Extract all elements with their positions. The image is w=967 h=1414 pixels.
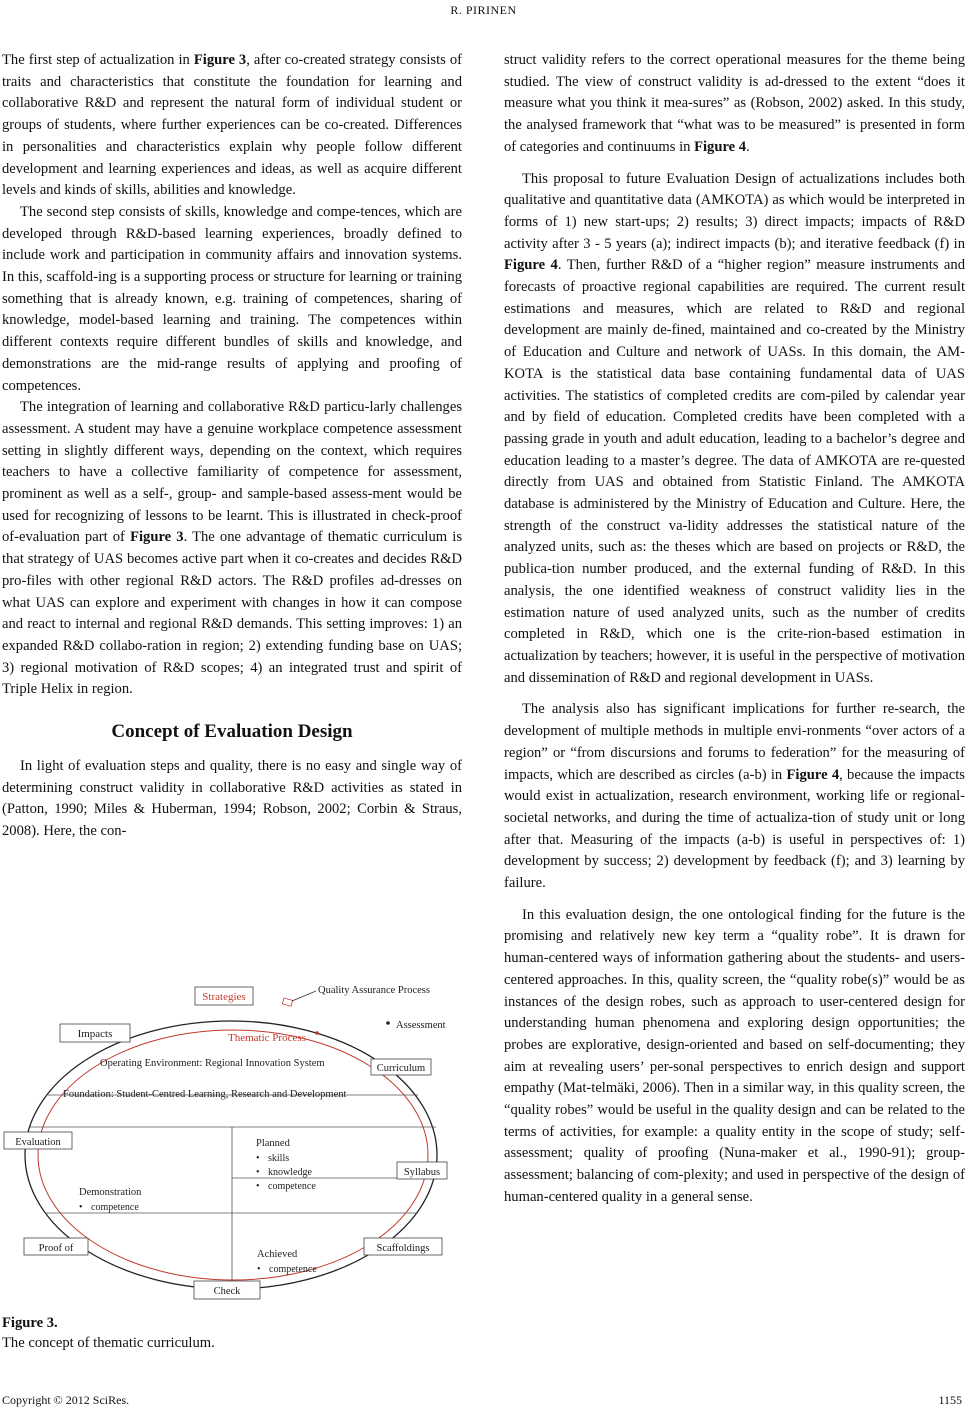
text-run: The analysis also has significant implications for further re-search, the development of multiple methods in multiple envi-ronments “over actors of a region” or “from discursions and forums to federation” for the measuring of impacts, which are described as circles (a-b) in	[504, 701, 965, 783]
paragraph	[2, 397, 462, 701]
text-run: .	[746, 138, 750, 155]
thematic-dot	[315, 1031, 319, 1035]
planned-item: • knowledge	[256, 1167, 312, 1178]
copyright-footer: Copyright © 2012 SciRes.	[2, 1393, 130, 1407]
figure-diagram	[0, 975, 462, 1305]
running-head: R. PIRINEN	[450, 3, 517, 17]
paragraph	[2, 50, 462, 202]
paragraph: The second step consists of skills, knowledge and compe-tences, which are developed through R&D-based learning experiences, broadly defined to include work and participation in community affairs and innovation systems. In this, scaffold-ing is a supporting process or structure for learning or training something that is already known, e.g. training of competences, sharing of knowledge, model-based learning and training. The competences within different contexts require different bundles of skills and knowledge, and demonstrations are the mid-range results of applying and proofing of competences.	[2, 203, 462, 394]
planned-item: • skills	[256, 1153, 290, 1164]
text-run: . Then, further R&D of a “higher region” measure instruments and forecasts of proactive regional capabilities are required. The current result estimations and measures, which are related to R&D and regional development are mainly de-fined, maintained and co-created by the Ministry of Education and Culture and network of UASs. In this domain, the AM-KOTA is the statistical data base containing fundamental data of UAS activities. The statistics of completed credits are com-piled by calendar year and by field of education. Completed credits have been completed with a passing grade in youth and adult education, leading to a bachelor’s degree and education leading to a master’s degree. The data of AMKOTA are re-quested directly from UAS and obtained from Statistic Finland. The AMKOTA database is administered by the Ministry of Education and Culture. Here, the strength of the construct va-lidity addresses the statistical nature of the analyzed units, such as: the theses which are based on projects or R&D, the publica-tion number produced, and the external funding of R&D. In this analysis, the one identified weakness of construct validity lies in the estimation nature of used analyzed units, such as the number of credits completed in R&D, which one is the crite-rion-based estimation in actualization by teachers; however, it is useful in the perspective of motivation and dissemination of R&D and regional development in UASs.	[504, 257, 965, 686]
paragraph: In this evaluation design, the one ontological finding for the future is the promising and relatively new key term a “quality robe”. It is drawn for human-centered ways of information gathering about the students- and users-centered approaches. In this, quality screen, the “quality robe(s)” would be as instances of the design robes, such as approach to user-centered design for understanding human phenomena and exploring design opportunities; the probes are explorative, design-oriented and based on self-documenting; they aim at revealing users’ per-sonal perspectives to enrich design and support empathy (Mat-telmäki, 2006). Then in a similar way, in this quality screen, the “quality robes” would be useful in the quality design and can be related to the terms of activities, for example: a quality entity in the scope of study; self-assessment; quality of proofing (Nuna-maker et al., 1990-91); group-assessment; balancing of com-plexity; and used in perspective of the design of human-centered quality in a general sense.	[504, 906, 965, 1205]
text-run: . The one advantage of thematic curriculum is that strategy of UAS becomes active part when it co-creates and decides R&D pro-files with other regional R&D actors. The R&D profiles ad-dresses on what UAS can explore and experiment with changes in how it can compose and react to internal and regional R&D demands. This setting improves: 1) an expanded R&D collabo-ration in region; 2) extending funding base on UAS; 3) regional motivation of R&D scopes; 4) an integrated trust and spirit of Triple Helix in region.	[2, 529, 462, 698]
text-run: The integration of learning and collaborative R&D particu-larly challenges assessment. A student may have a genuine workplace competence assessment setting in slightly different ways, depending on the context, which requires teachers to have a collective familiarity of competence for assessment, prominent as well as a self-, group- and sample-based assess-ment would be used for recognizing of lessons to be learnt. This is illustrated in check-proof of-evaluation part of	[2, 399, 462, 546]
achieved-label: Achieved	[257, 1249, 298, 1260]
paragraph	[504, 699, 965, 894]
paragraph: In light of evaluation steps and quality, there is no easy and single way of determining construct validity in collaborative R&D activities as stated in (Patton, 1990; Miles & Huberman, 1994; Robson, 2002; Corbin & Straus, 2008). Here, the con-	[2, 757, 462, 839]
figure-caption	[2, 1313, 215, 1353]
page-number: 1155	[938, 1393, 962, 1407]
text-run: struct validity refers to the correct operational measures for the theme being studied. The view of construct validity is ad-dressed to the extent “does it measure what you think it mea-sures” as (Robson, 2002) asked. In this study, the analysed framework that “what was to be measured” is presented in form of categories and continuums in	[504, 52, 965, 155]
figure-ref: Figure 4	[786, 766, 840, 783]
figure-ref: Figure 3	[193, 52, 247, 68]
text-run: , because the impacts would exist in actualization, research environment, working life or regional-societal networks, and during the time of actualiza-tion of study unit or long after that. Measuring of the impacts (a-b) is useful in perspectives of: 1) development by success; 2) development by feedback (f); and 3) learning by failure.	[504, 766, 965, 892]
paragraph	[504, 169, 965, 690]
syllabus-label: Syllabus	[403, 1167, 441, 1178]
check-label: Check	[213, 1286, 241, 1297]
figure-ref: Figure 3	[130, 529, 184, 546]
evaluation-label: Evaluation	[15, 1137, 61, 1148]
figure-caption-label: Figure 3.	[2, 1315, 58, 1331]
foundation-label: Foundation: Student-Centred Learning, Research and Development	[63, 1089, 347, 1100]
text-run: The first step of actualization in	[2, 52, 194, 68]
assessment-label: Assessment	[396, 1020, 446, 1031]
left-column	[2, 50, 462, 843]
demonstration-label: Demonstration	[79, 1187, 142, 1198]
text-run: This proposal to future Evaluation Design of actualizations includes both qualitative and quantitative data (AMKOTA) as which would be interpreted in forms of 1) new start-ups; 2) results; 3) direct impacts; impacts of R&D activity after 3 - 5 years (a); indirect impacts (b); and iterative feedback (f) in	[504, 170, 965, 252]
quality-assurance-label: Quality Assurance Process	[318, 985, 430, 996]
leader-line	[292, 991, 316, 1001]
scaffoldings-label: Scaffoldings	[376, 1243, 430, 1254]
figure-ref: Figure 4	[694, 138, 747, 155]
operating-environment-label: Operating Environment: Regional Innovation System	[100, 1058, 325, 1069]
assessment-dot	[386, 1021, 390, 1025]
achieved-item: • competence	[257, 1264, 317, 1275]
figure-ref: Figure 4	[504, 257, 558, 274]
curriculum-label: Curriculum	[376, 1063, 426, 1074]
planned-label: Planned	[256, 1138, 290, 1149]
impacts-label: Impacts	[77, 1028, 113, 1040]
planned-item: • competence	[256, 1181, 316, 1192]
figure-3	[0, 975, 462, 1305]
right-column	[504, 50, 965, 1209]
demonstration-item: • competence	[79, 1202, 139, 1213]
thematic-process-label: Thematic Process	[228, 1032, 306, 1044]
figure-caption-text: The concept of thematic curriculum.	[2, 1335, 215, 1351]
text-run: , after co-created strategy consists of traits and characteristics that constitute the foundation for learning and collaborative R&D and represent the natural form of individual student or groups of students, where further experiences can be co-created. Differences in personalities and characteristics explain why people follow different development and learning experiences and ideas, as well as acquire different levels and kinds of skills, abilities and knowledge.	[2, 52, 462, 199]
paragraph	[504, 50, 965, 159]
marker-icon	[282, 998, 292, 1006]
strategies-label: Strategies	[202, 991, 246, 1003]
proof-of-label: Proof of	[38, 1243, 74, 1254]
section-title: Concept of Evaluation Design	[111, 721, 353, 743]
